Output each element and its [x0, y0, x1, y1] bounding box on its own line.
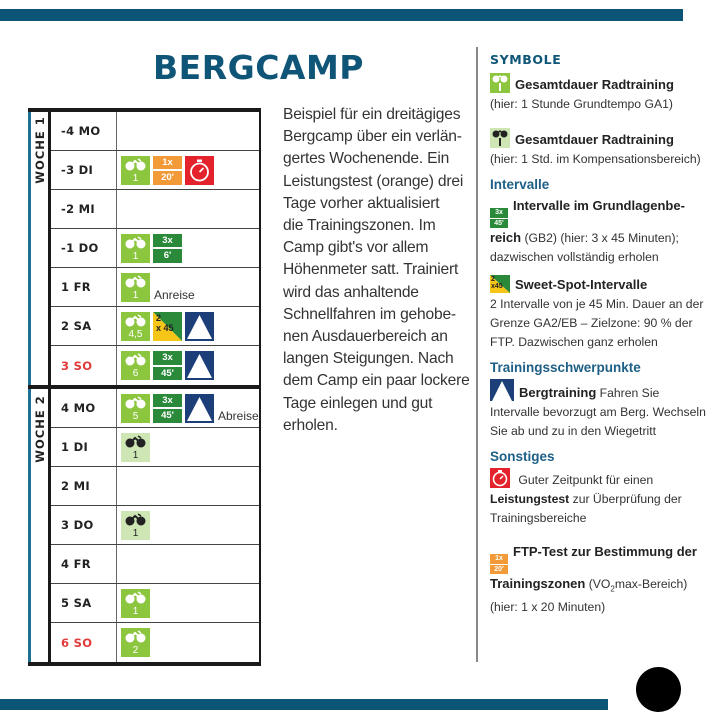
icon-top: 2: [491, 276, 495, 283]
bike-hours: 1: [132, 250, 139, 262]
day-label: 4 FR: [51, 545, 117, 583]
icon-bottom: 20': [490, 565, 508, 575]
bike-recovery-icon: [121, 511, 150, 540]
table-row: [51, 467, 259, 506]
day-training-cell: [117, 229, 259, 267]
legend-text: (VO: [585, 577, 611, 591]
sweet-spot-icon: [490, 275, 510, 293]
bottom-decorative-bar: [0, 699, 608, 710]
day-label: -2 MI: [51, 190, 117, 228]
symbol-legend: [476, 47, 706, 662]
day-label: 6 SO: [51, 623, 117, 662]
legend-item-bike: [490, 73, 706, 114]
legend-title: Gesamtdauer Radtraining: [515, 77, 674, 92]
legend-text: Fahren Sie Intervalle bevorzugt am Berg. Wechseln Sie ab und zu in den Wiegetritt: [490, 386, 706, 438]
page-marker-dot: [636, 667, 681, 712]
bike-icon: [121, 234, 150, 263]
description-line: wird das anhaltende: [283, 283, 419, 301]
day-training-cell: [117, 346, 259, 385]
table-row: [51, 389, 259, 428]
icon-bottom: 6': [153, 249, 182, 263]
description-line: dem Camp ein paar lockere: [283, 372, 470, 390]
table-row: [51, 428, 259, 467]
description-line: Beispiel für ein dreitägiges: [283, 106, 461, 123]
description-line: langen Steigungen. Nach: [283, 350, 454, 368]
legend-item-interval: [490, 196, 706, 267]
day-training-cell: [117, 584, 259, 622]
stopwatch-icon: [490, 468, 510, 488]
week-rows: [48, 389, 261, 662]
legend-heading: SYMBOLE: [490, 52, 562, 67]
day-label: 1 DI: [51, 428, 117, 466]
table-row: [51, 190, 259, 229]
icon-bottom: x45: [491, 283, 503, 290]
bike-hours: 1: [132, 605, 139, 617]
sweet-spot-icon: [153, 312, 182, 341]
icon-top: 3x: [153, 394, 182, 408]
week-label: [28, 112, 48, 385]
icon-top: 1x: [153, 156, 182, 170]
table-row: [51, 506, 259, 545]
table-row: [51, 307, 259, 346]
day-training-cell: [117, 623, 259, 662]
stopwatch-icon: [185, 156, 214, 185]
icon-top: 3x: [153, 351, 182, 365]
table-row: [51, 229, 259, 268]
legend-text: (hier: 1 Std. im Kompensationsbereich): [490, 152, 701, 166]
bike-hours: 1: [132, 449, 139, 461]
description-line: Tage einlegen und gut: [283, 394, 433, 412]
bike-icon: [490, 73, 510, 93]
table-row: [51, 545, 259, 584]
icon-top: 1x: [490, 554, 508, 564]
day-label: 5 SA: [51, 584, 117, 622]
top-decorative-bar: [0, 9, 683, 21]
description-line: Leistungstest (orange) drei: [283, 172, 464, 190]
interval-orange-icon: [153, 156, 182, 185]
week-rows: [48, 112, 261, 385]
description-line: Schnellfahren im gehobe-: [283, 305, 456, 323]
description-line: Bergcamp über ein verlän-: [283, 128, 462, 146]
icon-bottom: 20': [153, 171, 182, 185]
mountain-icon: [185, 351, 214, 380]
table-row: [51, 112, 259, 151]
day-training-cell: [117, 389, 259, 427]
bike-hours: 1: [132, 527, 139, 539]
mountain-icon: [185, 394, 214, 423]
interval-green-icon: [153, 351, 182, 380]
description-line: nen Ausdauerbereich an: [283, 328, 448, 346]
table-row: [51, 268, 259, 307]
description-line: Camp gibt's vor allem: [283, 239, 429, 257]
legend-title: Trainingszonen: [490, 576, 586, 591]
icon-top: 3x: [153, 234, 182, 248]
interval-green-icon: [153, 234, 182, 263]
day-training-cell: [117, 151, 259, 189]
bike-icon: [121, 312, 150, 341]
day-label: 3 SO: [51, 346, 117, 385]
legend-item-ftp: [490, 542, 706, 617]
icon-bottom: 45': [490, 219, 508, 229]
day-label: 3 DO: [51, 506, 117, 544]
description-text: [283, 104, 473, 437]
interval-green-icon: [490, 208, 508, 228]
description-line: erholen.: [283, 416, 338, 434]
legend-title: Sweet-Spot-Intervalle: [515, 277, 648, 292]
bike-icon: [121, 589, 150, 618]
day-label: 2 SA: [51, 307, 117, 345]
bike-icon: [121, 273, 150, 302]
legend-text: (hier: 1 Stunde Grundtempo GA1): [490, 97, 673, 111]
legend-title: Leistungstest: [490, 492, 570, 506]
bike-hours: 5: [132, 410, 139, 422]
day-training-cell: [117, 268, 259, 306]
legend-subheading-focus: Trainingsschwerpunkte: [490, 360, 641, 375]
training-plan-table: [28, 108, 261, 666]
week-2-block: [28, 385, 261, 666]
legend-title: Bergtraining: [519, 385, 597, 400]
day-training-cell: [117, 506, 259, 544]
week-1-block: [28, 108, 261, 385]
bike-recovery-icon: [121, 433, 150, 462]
legend-title: Intervalle im Grundlagenbe-: [513, 198, 685, 213]
legend-item-mountain: [490, 379, 706, 441]
icon-bottom: 45': [153, 367, 182, 381]
day-note: Anreise: [154, 288, 195, 302]
day-training-cell: [117, 190, 259, 228]
description-line: die Trainingszonen. Im: [283, 217, 436, 235]
description-line: gertes Wochenende. Ein: [283, 150, 450, 168]
legend-title: Gesamtdauer Radtraining: [515, 132, 674, 147]
bike-recovery-icon: [490, 128, 510, 148]
bike-hours: 2: [132, 645, 139, 656]
bike-icon: [121, 156, 150, 185]
icon-bottom: x 45: [156, 322, 174, 333]
mountain-icon: [490, 379, 514, 401]
legend-item-bike-recovery: [490, 128, 706, 169]
day-label: -3 DI: [51, 151, 117, 189]
icon-top: 3x: [490, 208, 508, 218]
day-training-cell: [117, 545, 259, 583]
table-row: [51, 151, 259, 190]
bike-hours: 1: [132, 289, 139, 301]
legend-text: dazwischen vollständig erholen: [490, 250, 659, 264]
legend-subheading-intervals: Intervalle: [490, 177, 550, 192]
legend-text: (GB2) (hier: 3 x 45 Minuten);: [521, 231, 679, 245]
legend-title: reich: [490, 230, 522, 245]
subscript: 2: [610, 584, 615, 594]
page-title: BERGCAMP: [153, 48, 364, 87]
day-label: 2 MI: [51, 467, 117, 505]
day-training-cell: [117, 112, 259, 150]
legend-item-sweet-spot: [490, 275, 706, 352]
legend-text: Guter Zeitpunkt für einen: [515, 473, 654, 487]
table-row: [51, 623, 259, 662]
week-label-text: WOCHE 1: [32, 116, 47, 184]
day-label: 1 FR: [51, 268, 117, 306]
table-row: [51, 584, 259, 623]
interval-green-icon: [153, 394, 182, 423]
description-line: Tage vorher aktualisiert: [283, 194, 440, 212]
legend-text: 2 Intervalle von je 45 Min. Dauer an der Grenze GA2/EB – Zielzone: 90 % der FTP. Dazwischen ganz erholen: [490, 297, 704, 349]
description-line: Höhenmeter satt. Trainiert: [283, 261, 459, 279]
legend-text: max-Bereich): [614, 577, 688, 591]
day-label: -1 DO: [51, 229, 117, 267]
day-training-cell: [117, 467, 259, 505]
icon-bottom: 45': [153, 409, 182, 423]
day-note: Abreise: [218, 409, 259, 423]
bike-icon: [121, 351, 150, 380]
legend-item-test: [490, 468, 706, 528]
bike-icon: [121, 394, 150, 423]
week-label-text: WOCHE 2: [32, 395, 47, 463]
week-label: [28, 389, 48, 662]
bike-icon: [121, 628, 150, 657]
legend-title: FTP-Test zur Bestimmung der: [513, 544, 697, 559]
bike-hours: 6: [132, 368, 139, 379]
day-training-cell: [117, 428, 259, 466]
interval-orange-icon: [490, 554, 508, 574]
icon-top: 2: [156, 312, 162, 323]
day-label: -4 MO: [51, 112, 117, 150]
legend-subheading-other: Sonstiges: [490, 449, 555, 464]
day-training-cell: [117, 307, 259, 345]
bike-hours: 1: [132, 172, 139, 184]
legend-text: (hier: 1 x 20 Minuten): [490, 600, 606, 615]
mountain-icon: [185, 312, 214, 341]
legend-text: zur Überprüfung der Trainingsbereiche: [490, 492, 682, 525]
table-row: [51, 346, 259, 385]
day-label: 4 MO: [51, 389, 117, 427]
bike-hours: 4,5: [128, 328, 143, 340]
